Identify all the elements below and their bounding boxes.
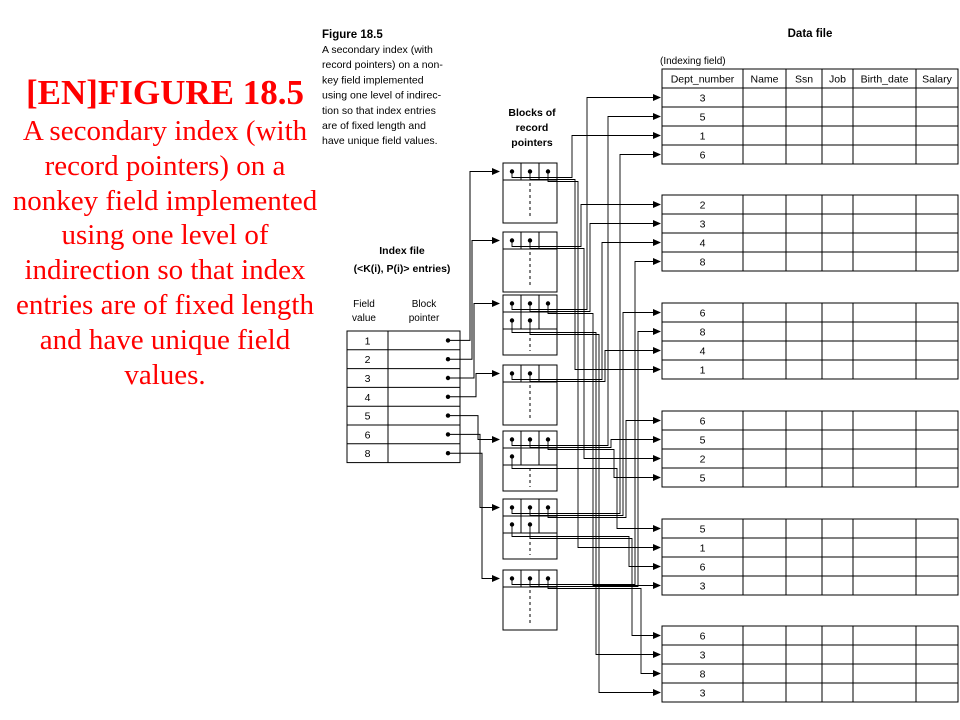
data-record-value: 6 <box>699 415 706 428</box>
index-field-value: 2 <box>364 354 371 367</box>
data-record-value: 8 <box>699 256 706 269</box>
caption-line: A secondary index (with <box>322 44 433 56</box>
figure-caption <box>322 44 443 147</box>
data-record-value: 6 <box>699 149 706 162</box>
data-record-value: 5 <box>699 434 706 447</box>
index-field-value: 4 <box>364 391 371 404</box>
data-record-value: 4 <box>699 345 706 358</box>
caption-line: record pointers) on a non- <box>322 59 443 72</box>
data-record-value: 5 <box>699 111 706 124</box>
index-header-field: Field <box>353 299 375 310</box>
data-record-value: 5 <box>699 472 706 485</box>
index-header-pointer: Block <box>411 299 437 310</box>
data-block <box>662 519 958 595</box>
data-record-value: 2 <box>699 453 706 466</box>
column-header: Name <box>750 73 779 86</box>
column-header: Job <box>829 73 846 86</box>
blocks-label <box>508 107 556 149</box>
data-record-value: 3 <box>699 92 706 105</box>
index-file-table <box>347 331 460 463</box>
data-record-value: 4 <box>699 237 706 250</box>
data-record-value: 6 <box>699 561 706 574</box>
data-record-value: 5 <box>699 523 706 536</box>
column-header: Salary <box>922 73 952 86</box>
data-record-value: 6 <box>699 630 706 643</box>
blocks-label-line: pointers <box>511 137 553 149</box>
index-file-subtitle: (<K(i), P(i)> entries) <box>353 263 451 275</box>
index-header-field: value <box>352 313 376 324</box>
data-record-value: 3 <box>699 580 706 593</box>
blocks-label-line: record <box>515 122 549 134</box>
index-field-value: 1 <box>364 335 371 348</box>
data-record-value: 3 <box>699 649 706 662</box>
data-record-value: 8 <box>699 668 706 681</box>
data-file-title: Data file <box>787 28 833 40</box>
data-block <box>662 88 958 164</box>
record-pointer-blocks <box>503 163 557 630</box>
secondary-index-diagram <box>310 10 960 715</box>
figure-label: Figure 18.5 <box>322 29 383 41</box>
index-field-value: 5 <box>364 410 371 423</box>
index-file-title: Index file <box>379 245 425 257</box>
data-block <box>662 626 958 702</box>
index-field-value: 8 <box>364 448 371 461</box>
caption-line: have unique field values. <box>322 135 438 148</box>
data-block <box>662 195 958 271</box>
slide-body: A secondary index (with record pointers) on a nonkey field implemented using one level of indirection so that index entries are of fixed length and have unique field values. <box>12 115 318 391</box>
data-record-value: 1 <box>699 542 706 555</box>
index-header <box>352 299 440 324</box>
data-record-value: 3 <box>699 218 706 231</box>
data-record-value: 8 <box>699 326 706 339</box>
index-field-value: 3 <box>364 373 371 385</box>
data-record-value: 3 <box>699 687 706 700</box>
data-record-value: 1 <box>699 130 706 143</box>
caption-line: using one level of indirec- <box>322 89 442 102</box>
data-block <box>662 411 958 487</box>
data-record-value: 6 <box>699 307 706 320</box>
slide-heading: [EN]FIGURE 18.5 <box>25 73 305 112</box>
slide-title <box>6 72 324 392</box>
data-block <box>662 303 958 379</box>
column-header: Dept_number <box>670 73 735 86</box>
index-field-value: 6 <box>364 429 371 442</box>
blocks-label-line: Blocks of <box>508 107 556 119</box>
data-record-value: 1 <box>699 364 706 377</box>
data-file-table <box>662 69 958 702</box>
caption-line: tion so that index entries <box>322 104 436 117</box>
column-header: Ssn <box>794 73 814 86</box>
data-record-value: 2 <box>699 199 706 212</box>
index-header-pointer: pointer <box>408 313 440 324</box>
column-header: Birth_date <box>860 73 909 86</box>
indexing-field-note: (Indexing field) <box>660 56 726 67</box>
caption-line: key field implemented <box>322 74 424 87</box>
caption-line: are of fixed length and <box>322 120 426 132</box>
